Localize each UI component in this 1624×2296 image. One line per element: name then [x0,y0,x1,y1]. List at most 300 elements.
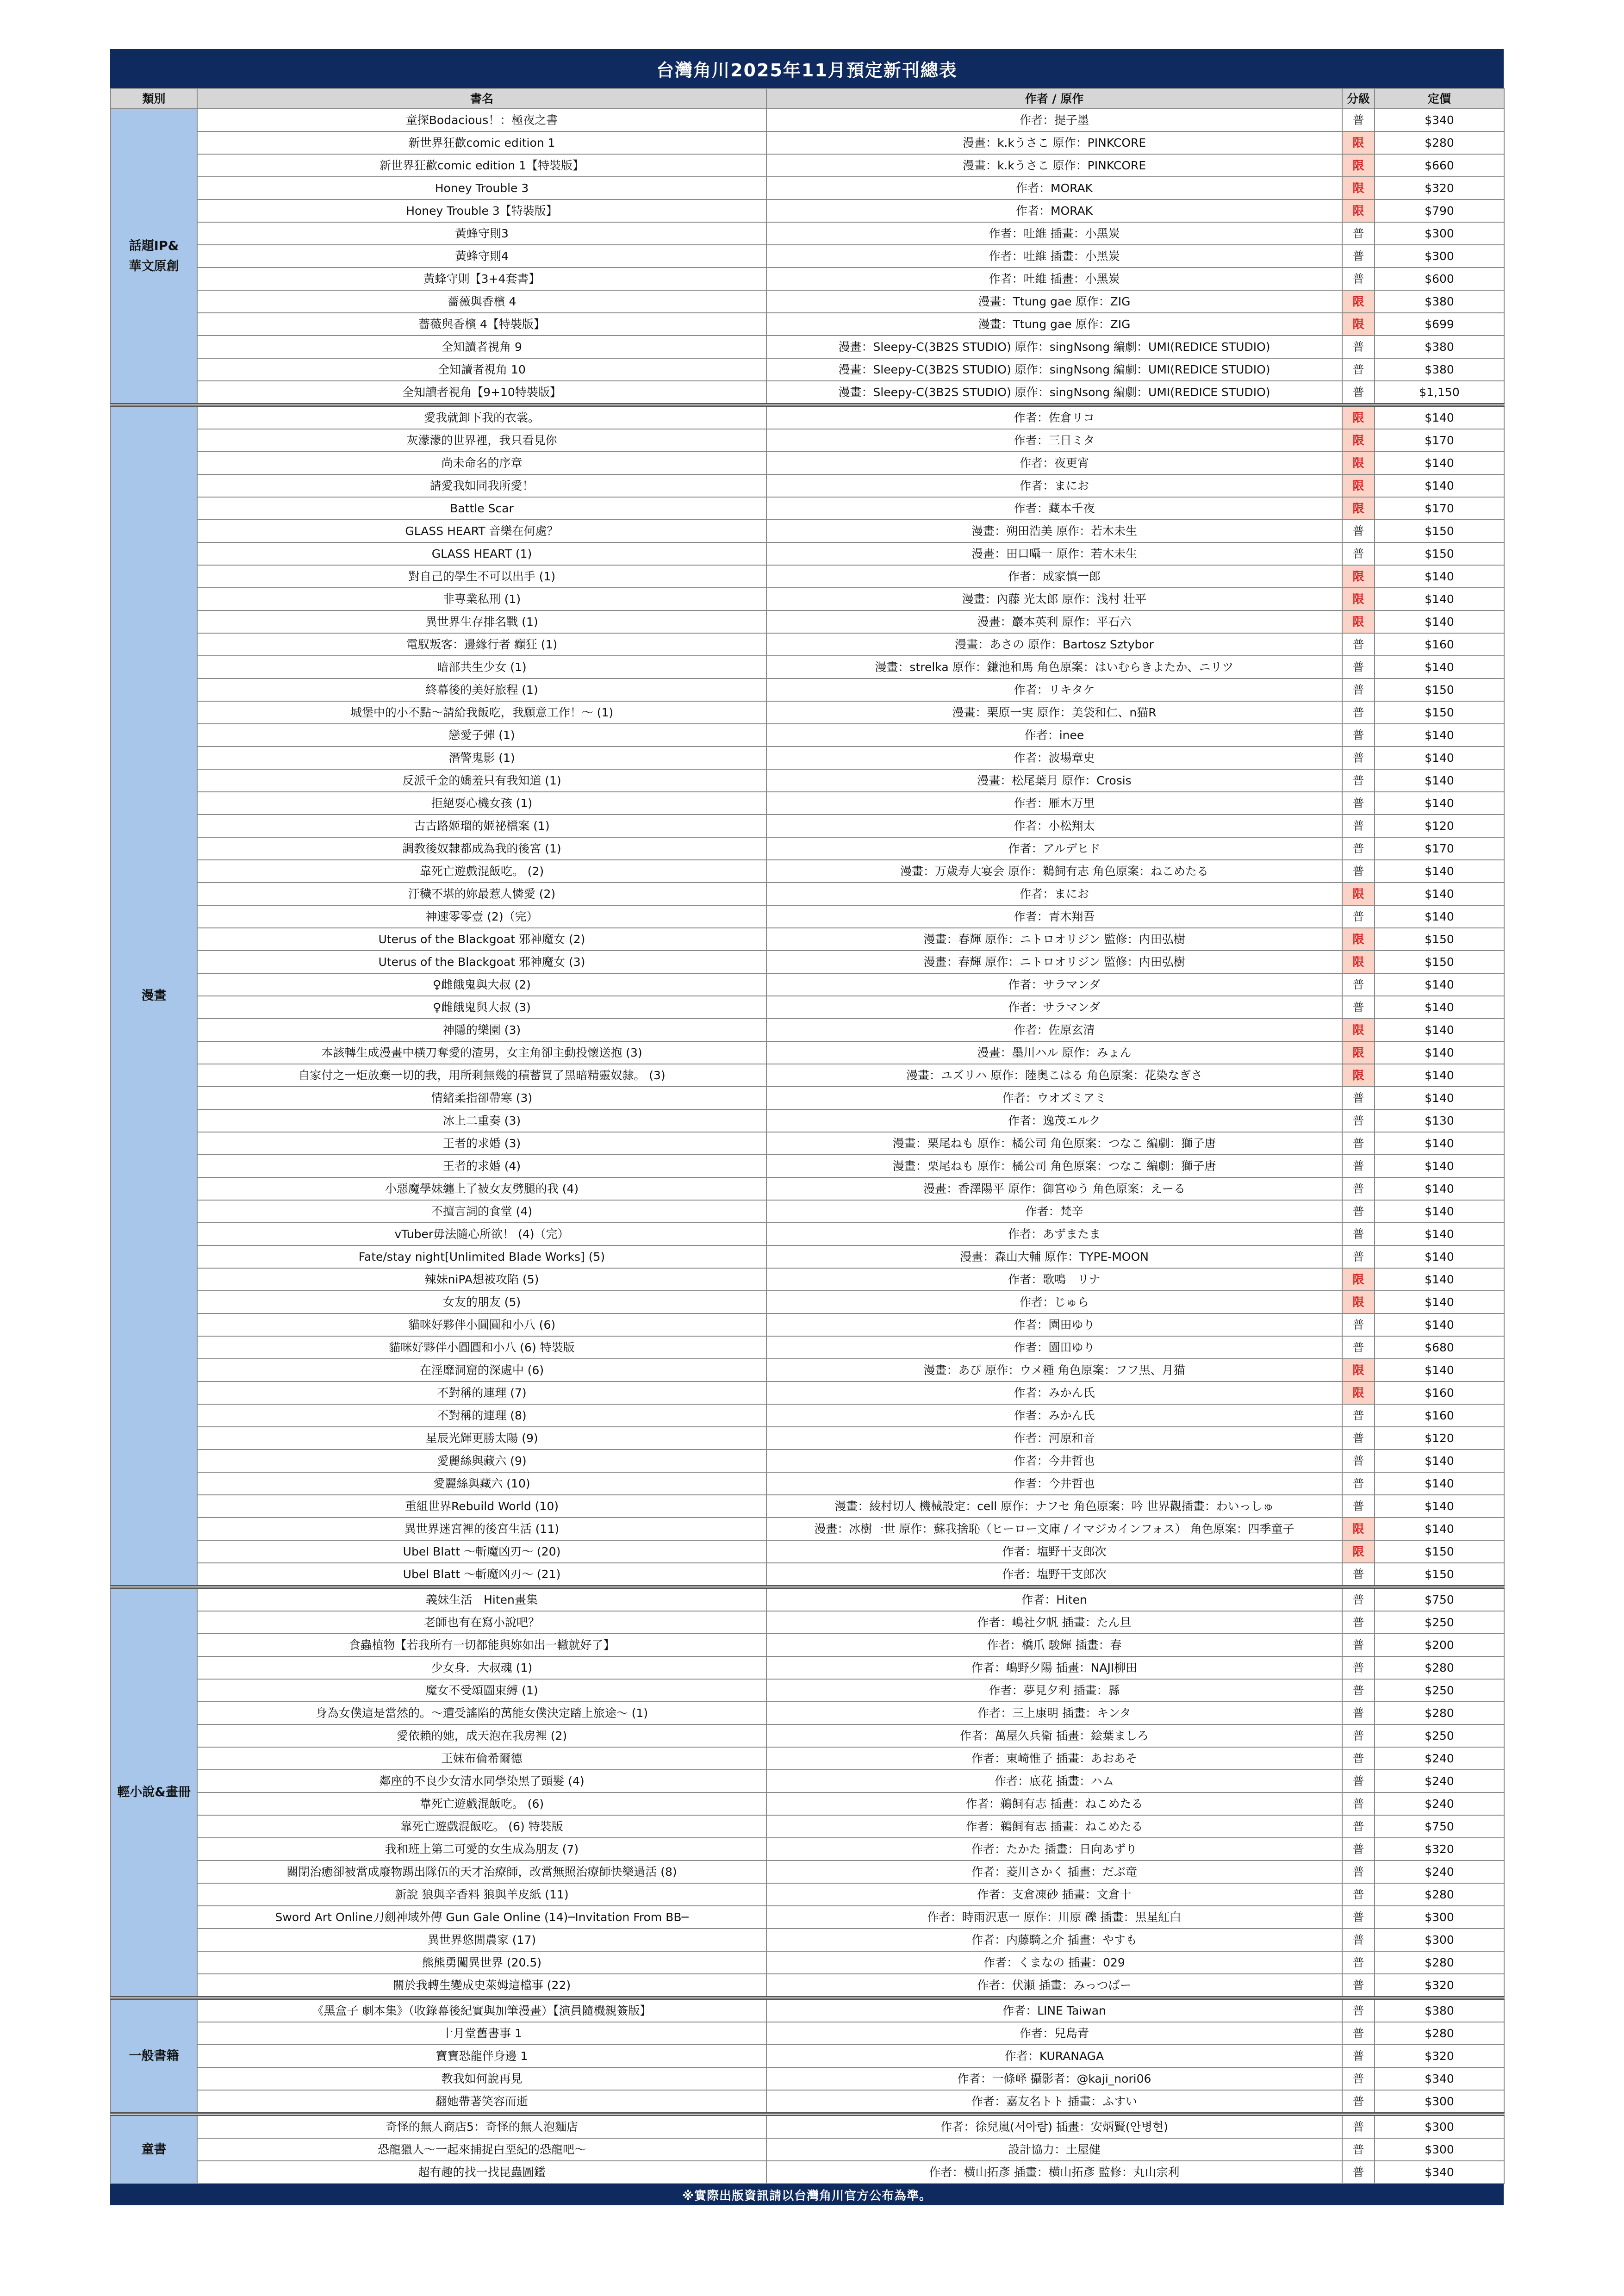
book-title-cell: 情緒柔指卻帶寒 (3) [197,1087,766,1109]
rating-cell: 普 [1342,1495,1375,1518]
author-cell: 作者：伏瀬 插畫：みっつばー [766,1974,1342,1998]
book-title-cell: 汙穢不堪的妳最惹人憐愛 (2) [197,883,766,905]
table-row [111,1155,1504,1177]
price-cell: $140 [1375,1223,1504,1245]
price-cell: $280 [1375,131,1504,154]
price-cell: $140 [1375,1518,1504,1540]
book-title-cell: 神速零零壹 (2)（完） [197,905,766,928]
rating-cell: 限 [1342,177,1375,199]
book-title-cell: 本該轉生成漫畫中橫刀奪愛的渣男，女主角卻主動投懷送抱 (3) [197,1041,766,1064]
author-cell: 作者：吐維 插畫：小黑炭 [766,245,1342,268]
price-cell: $250 [1375,1724,1504,1747]
rating-cell: 普 [1342,109,1375,131]
book-title-cell: 義妹生活 Hiten畫集 [197,1587,766,1611]
footer-note: ※實際出版資訊請以台灣角川官方公布為準。 [110,2184,1504,2205]
price-cell: $340 [1375,109,1504,131]
author-cell: 作者：時雨沢恵一 原作：川原 礫 插畫：黒星紅白 [766,1906,1342,1929]
table-row [111,1223,1504,1245]
book-title-cell: 薔薇與香檳 4【特裝版】 [197,313,766,336]
table-row [111,520,1504,542]
table-row [111,1563,1504,1587]
header-rating: 分級 [1342,88,1375,109]
price-cell: $280 [1375,1702,1504,1724]
table-row [111,1177,1504,1200]
book-title-cell: 貓咪好夥伴小圓圓和小八 (6) 特裝版 [197,1336,766,1359]
table-row [111,883,1504,905]
rating-cell: 普 [1342,1087,1375,1109]
price-cell: $300 [1375,2138,1504,2161]
book-title-cell: 異世界生存排名戰 (1) [197,610,766,633]
price-cell: $160 [1375,1404,1504,1427]
book-title-cell: 身為女僕這是當然的。～遭受謠陷的萬能女僕決定踏上旅途～ (1) [197,1702,766,1724]
book-title-cell: 黃蜂守則4 [197,245,766,268]
author-cell: 作者：アルデヒド [766,837,1342,860]
book-title-cell: 終幕後的美好旅程 (1) [197,678,766,701]
author-cell: 作者：鵜飼有志 插畫：ねこめたる [766,1815,1342,1838]
price-cell: $140 [1375,610,1504,633]
rating-cell: 普 [1342,678,1375,701]
rating-cell: 限 [1342,951,1375,973]
book-title-cell: Uterus of the Blackgoat 邪神魔女 (3) [197,951,766,973]
author-cell: 漫畫：冰樹一世 原作：蘇我捨恥（ヒーロー文庫 / イマジカインフォス） 角色原案：四季童子 [766,1518,1342,1540]
author-cell: 作者：底花 插畫：ハム [766,1770,1342,1792]
author-cell: 作者：まにお [766,883,1342,905]
table-row [111,1132,1504,1155]
table-row [111,1860,1504,1883]
rating-cell: 限 [1342,497,1375,520]
book-title-cell: Ubel Blatt ～斬魔凶刃～ (21) [197,1563,766,1587]
rating-cell: 普 [1342,1427,1375,1450]
price-cell: $140 [1375,1472,1504,1495]
author-cell: 作者：みかん氏 [766,1381,1342,1404]
rating-cell: 普 [1342,1770,1375,1792]
book-title-cell: 尚未命名的序章 [197,452,766,474]
category-cell: 漫畫 [111,405,197,1587]
author-cell: 作者：今井哲也 [766,1450,1342,1472]
author-cell: 漫畫：內藤 光太郎 原作：浅村 壮平 [766,588,1342,610]
table-row [111,405,1504,429]
book-title-cell: GLASS HEART (1) [197,542,766,565]
price-cell: $140 [1375,1155,1504,1177]
book-title-cell: 辣妹niPA想被攻陷 (5) [197,1268,766,1291]
author-cell: 作者：歌鳴 リナ [766,1268,1342,1291]
rating-cell: 普 [1342,1472,1375,1495]
price-cell: $250 [1375,1679,1504,1702]
price-cell: $140 [1375,1041,1504,1064]
rating-cell: 普 [1342,268,1375,290]
book-title-cell: 翻她帶著笑容而逝 [197,2090,766,2114]
table-row [111,2114,1504,2138]
book-title-cell: 十月堂舊書事 1 [197,2022,766,2045]
price-cell: $140 [1375,1291,1504,1313]
book-title-cell: 不對稱的連理 (7) [197,1381,766,1404]
rating-cell: 限 [1342,405,1375,429]
author-cell: 作者：あずまたま [766,1223,1342,1245]
table-row [111,973,1504,996]
price-cell: $200 [1375,1634,1504,1656]
table-row [111,951,1504,973]
rating-cell: 普 [1342,2045,1375,2067]
rating-cell: 限 [1342,429,1375,452]
author-cell: 作者：KURANAGA [766,2045,1342,2067]
rating-cell: 普 [1342,2161,1375,2184]
table-row [111,701,1504,724]
author-cell: 漫畫：k.kうさこ 原作：PINKCORE [766,131,1342,154]
rating-cell: 普 [1342,1906,1375,1929]
table-row [111,1951,1504,1974]
price-cell: $300 [1375,1929,1504,1951]
book-title-cell: 非專業私刑 (1) [197,588,766,610]
table-row [111,1041,1504,1064]
price-cell: $120 [1375,1427,1504,1450]
rating-cell: 限 [1342,1291,1375,1313]
price-cell: $140 [1375,1132,1504,1155]
price-cell: $150 [1375,701,1504,724]
table-row [111,1540,1504,1563]
rating-cell: 普 [1342,724,1375,747]
rating-cell: 普 [1342,1109,1375,1132]
author-cell: 作者：橋爪 駿輝 插畫：春 [766,1634,1342,1656]
author-cell: 作者：たかた 插畫：日向あずり [766,1838,1342,1860]
table-header-row [111,88,1504,109]
price-cell: $300 [1375,2090,1504,2114]
price-cell: $140 [1375,747,1504,769]
author-cell: 作者：河原和音 [766,1427,1342,1450]
book-title-cell: 古古路姬瑠的姬祕檔案 (1) [197,815,766,837]
table-row [111,1838,1504,1860]
price-cell: $150 [1375,1540,1504,1563]
price-cell: $140 [1375,1268,1504,1291]
author-cell: 漫畫：春輝 原作：ニトロオリジン 監修：内田弘樹 [766,951,1342,973]
rating-cell: 普 [1342,1200,1375,1223]
author-cell: 漫畫：春輝 原作：ニトロオリジン 監修：内田弘樹 [766,928,1342,951]
author-cell: 作者：三上康明 插畫：キンタ [766,1702,1342,1724]
rating-cell: 限 [1342,452,1375,474]
author-cell: 作者：萬屋久兵衛 插畫：絵葉ましろ [766,1724,1342,1747]
book-title-cell: 愛麗絲與藏六 (9) [197,1450,766,1472]
book-title-cell: Battle Scar [197,497,766,520]
new-release-table [110,88,1505,2184]
table-row [111,905,1504,928]
book-title-cell: 新世界狂歡comic edition 1【特裝版】 [197,154,766,177]
price-cell: $660 [1375,154,1504,177]
price-cell: $320 [1375,1974,1504,1998]
table-row [111,131,1504,154]
book-title-cell: 在淫靡洞窟的深處中 (6) [197,1359,766,1381]
table-row [111,610,1504,633]
price-cell: $680 [1375,1336,1504,1359]
author-cell: 作者：じゅら [766,1291,1342,1313]
rating-cell: 普 [1342,701,1375,724]
book-title-cell: 冰上二重奏 (3) [197,1109,766,1132]
author-cell: 漫畫：綾村切人 機械設定：cell 原作：ナフセ 角色原案：吟 世界觀插畫：わいっしゅ [766,1495,1342,1518]
price-cell: $130 [1375,1109,1504,1132]
table-row [111,245,1504,268]
price-cell: $170 [1375,497,1504,520]
rating-cell: 普 [1342,747,1375,769]
rating-cell: 普 [1342,520,1375,542]
author-cell: 作者：サラマンダ [766,973,1342,996]
price-cell: $140 [1375,1450,1504,1472]
price-cell: $150 [1375,542,1504,565]
rating-cell: 普 [1342,1815,1375,1838]
rating-cell: 普 [1342,1177,1375,1200]
table-row [111,1200,1504,1223]
table-row [111,1336,1504,1359]
author-cell: 作者：夜更宵 [766,452,1342,474]
rating-cell: 限 [1342,1359,1375,1381]
table-row [111,1702,1504,1724]
rating-cell: 限 [1342,1041,1375,1064]
author-cell: 漫畫：あさの 原作：Bartosz Sztybor [766,633,1342,656]
rating-cell: 普 [1342,1587,1375,1611]
book-title-cell: 全知讀者視角 9 [197,336,766,358]
table-row [111,1268,1504,1291]
author-cell: 作者：嶋野夕陽 插畫：NAJI柳田 [766,1656,1342,1679]
author-cell: 作者：今井哲也 [766,1472,1342,1495]
price-cell: $150 [1375,928,1504,951]
price-cell: $320 [1375,177,1504,199]
price-cell: $699 [1375,313,1504,336]
book-title-cell: Uterus of the Blackgoat 邪神魔女 (2) [197,928,766,951]
rating-cell: 普 [1342,815,1375,837]
price-cell: $140 [1375,1495,1504,1518]
author-cell: 漫畫：Sleepy-C(3B2S STUDIO) 原作：singNsong 編劇：UMI(REDICE STUDIO) [766,336,1342,358]
sheet-title: 台灣角川2025年11月預定新刊總表 [110,49,1504,88]
author-cell: 作者：吐維 插畫：小黑炭 [766,268,1342,290]
author-cell: 漫畫：森山大輔 原作：TYPE-MOON [766,1245,1342,1268]
table-row [111,2090,1504,2114]
price-cell: $320 [1375,1838,1504,1860]
author-cell: 作者：一條峄 攝影者：@kaji_nori06 [766,2067,1342,2090]
table-row [111,1404,1504,1427]
table-row [111,633,1504,656]
price-cell: $170 [1375,837,1504,860]
rating-cell: 普 [1342,2114,1375,2138]
rating-cell: 普 [1342,336,1375,358]
book-title-cell: Fate/stay night[Unlimited Blade Works] (5) [197,1245,766,1268]
table-row [111,358,1504,381]
price-cell: $240 [1375,1747,1504,1770]
rating-cell: 普 [1342,1860,1375,1883]
author-cell: 作者：佐倉リコ [766,405,1342,429]
table-row [111,1109,1504,1132]
price-cell: $340 [1375,2161,1504,2184]
rating-cell: 普 [1342,2090,1375,2114]
rating-cell: 普 [1342,1929,1375,1951]
table-row [111,1998,1504,2022]
rating-cell: 普 [1342,245,1375,268]
table-row [111,2067,1504,2090]
table-row [111,1427,1504,1450]
book-title-cell: 對自己的學生不可以出手 (1) [197,565,766,588]
book-title-cell: 愛我就卸下我的衣裳。 [197,405,766,429]
rating-cell: 普 [1342,1611,1375,1634]
book-title-cell: 寶寶恐龍伴身邊 1 [197,2045,766,2067]
table-row [111,1019,1504,1041]
table-row [111,678,1504,701]
table-row [111,1929,1504,1951]
rating-cell: 限 [1342,131,1375,154]
author-cell: 漫畫：墨川ハル 原作：みょん [766,1041,1342,1064]
book-title-cell: 愛依賴的她，成天泡在我房裡 (2) [197,1724,766,1747]
book-title-cell: 靠死亡遊戲混飯吃。 (2) [197,860,766,883]
author-cell: 作者：提子墨 [766,109,1342,131]
price-cell: $140 [1375,1245,1504,1268]
author-cell: 作者：MORAK [766,199,1342,222]
table-row [111,747,1504,769]
price-cell: $1,150 [1375,381,1504,405]
author-cell: 作者：菱川さかく 插畫：だぶ竜 [766,1860,1342,1883]
price-cell: $140 [1375,792,1504,815]
book-title-cell: 新世界狂歡comic edition 1 [197,131,766,154]
rating-cell: 普 [1342,358,1375,381]
price-cell: $240 [1375,1792,1504,1815]
book-title-cell: 全知讀者視角 10 [197,358,766,381]
category-cell: 一般書籍 [111,1998,197,2114]
table-row [111,1656,1504,1679]
price-cell: $790 [1375,199,1504,222]
book-title-cell: 電馭叛客：邊緣行者 癲狂 (1) [197,633,766,656]
table-row [111,815,1504,837]
book-title-cell: Honey Trouble 3【特裝版】 [197,199,766,222]
book-title-cell: 神隱的樂園 (3) [197,1019,766,1041]
book-title-cell: ♀雌餓鬼與大叔 (2) [197,973,766,996]
book-title-cell: 食蟲植物【若我所有一切都能與妳如出一轍就好了】 [197,1634,766,1656]
author-cell: 作者：小松翔太 [766,815,1342,837]
book-title-cell: 少女身．大叔魂 (1) [197,1656,766,1679]
author-cell: 作者：青木翔吾 [766,905,1342,928]
book-title-cell: 重組世界Rebuild World (10) [197,1495,766,1518]
author-cell: 作者：藏本千夜 [766,497,1342,520]
rating-cell: 普 [1342,1563,1375,1587]
rating-cell: 普 [1342,1656,1375,1679]
table-row [111,2138,1504,2161]
table-row [111,222,1504,245]
book-title-cell: Ubel Blatt ～斬魔凶刃～ (20) [197,1540,766,1563]
book-title-cell: 女友的朋友 (5) [197,1291,766,1313]
rating-cell: 普 [1342,1974,1375,1998]
header-price: 定價 [1375,88,1504,109]
rating-cell: 普 [1342,381,1375,405]
book-title-cell: 調教後奴隸都成為我的後宮 (1) [197,837,766,860]
author-cell: 漫畫：あぴ 原作：ウメ種 角色原案：フフ黒、月猫 [766,1359,1342,1381]
book-title-cell: 灰濛濛的世界裡，我只看見你 [197,429,766,452]
table-row [111,474,1504,497]
table-row [111,429,1504,452]
author-cell: 漫畫：ユズリハ 原作：陸奥こはる 角色原案：花染なぎさ [766,1064,1342,1087]
book-title-cell: 潛警鬼影 (1) [197,747,766,769]
price-cell: $280 [1375,2022,1504,2045]
book-title-cell: 貓咪好夥伴小圓圓和小八 (6) [197,1313,766,1336]
rating-cell: 普 [1342,1679,1375,1702]
book-title-cell: 靠死亡遊戲混飯吃。 (6) 特裝版 [197,1815,766,1838]
category-cell: 輕小說&畫冊 [111,1587,197,1998]
price-cell: $140 [1375,1200,1504,1223]
price-cell: $380 [1375,336,1504,358]
rating-cell: 普 [1342,1404,1375,1427]
table-row [111,724,1504,747]
book-title-cell: 恐龍獵人～一起來捕捉白堊紀的恐龍吧～ [197,2138,766,2161]
author-cell: 作者：兒島青 [766,2022,1342,2045]
author-cell: 作者：サラマンダ [766,996,1342,1019]
book-title-cell: Sword Art Online刀劍神域外傳 Gun Gale Online (14)─Invitation From BB─ [197,1906,766,1929]
rating-cell: 限 [1342,1381,1375,1404]
price-cell: $140 [1375,656,1504,678]
price-list-sheet [110,49,1504,2205]
price-cell: $150 [1375,520,1504,542]
price-cell: $340 [1375,2067,1504,2090]
book-title-cell: 愛麗絲與藏六 (10) [197,1472,766,1495]
table-row [111,1450,1504,1472]
book-title-cell: 奇怪的無人商店5：奇怪的無人泡麵店 [197,2114,766,2138]
author-cell: 作者：内藤騎之介 插畫：やすも [766,1929,1342,1951]
author-cell: 作者：塩野干支郎次 [766,1563,1342,1587]
book-title-cell: 超有趣的找一找昆蟲圖鑑 [197,2161,766,2184]
rating-cell: 普 [1342,1747,1375,1770]
author-cell: 作者：横山拓彥 插畫：横山拓彥 監修：丸山宗利 [766,2161,1342,2184]
rating-cell: 限 [1342,154,1375,177]
author-cell: 漫畫：Ttung gae 原作：ZIG [766,313,1342,336]
rating-cell: 普 [1342,222,1375,245]
author-cell: 漫畫：栗尾ねも 原作：橘公司 角色原案：つなこ 編劇：獅子唐 [766,1132,1342,1155]
rating-cell: 普 [1342,905,1375,928]
table-row [111,1472,1504,1495]
author-cell: 漫畫：松尾葉月 原作：Crosis [766,769,1342,792]
rating-cell: 普 [1342,1951,1375,1974]
book-title-cell: 反派千金的嬌羞只有我知道 (1) [197,769,766,792]
author-cell: 作者：inee [766,724,1342,747]
book-title-cell: 自家付之一炬放棄一切的我，用所剩無幾的積蓄買了黑暗精靈奴隸。 (3) [197,1064,766,1087]
table-row [111,769,1504,792]
price-cell: $240 [1375,1770,1504,1792]
author-cell: 漫畫：栗尾ねも 原作：橘公司 角色原案：つなこ 編劇：獅子唐 [766,1155,1342,1177]
author-cell: 作者：三日ミタ [766,429,1342,452]
table-row [111,996,1504,1019]
rating-cell: 普 [1342,1883,1375,1906]
book-title-cell: 黃蜂守則3 [197,222,766,245]
author-cell: 作者：佐原玄清 [766,1019,1342,1041]
price-cell: $750 [1375,1815,1504,1838]
price-cell: $140 [1375,973,1504,996]
price-cell: $380 [1375,1998,1504,2022]
price-cell: $140 [1375,1087,1504,1109]
author-cell: 作者：リキタケ [766,678,1342,701]
table-row [111,1087,1504,1109]
table-row [111,1792,1504,1815]
header-category: 類別 [111,88,197,109]
table-row [111,154,1504,177]
table-row [111,656,1504,678]
category-cell: 話題IP& 華文原創 [111,109,197,405]
author-cell: 作者：MORAK [766,177,1342,199]
table-row [111,1381,1504,1404]
rating-cell: 限 [1342,883,1375,905]
author-cell: 漫畫：香澤陽平 原作：御宮ゆう 角色原案：えーる [766,1177,1342,1200]
table-row [111,177,1504,199]
book-title-cell: 小惡魔學妹纏上了被女友劈腿的我 (4) [197,1177,766,1200]
table-row [111,1518,1504,1540]
table-row [111,1634,1504,1656]
rating-cell: 普 [1342,1792,1375,1815]
price-cell: $250 [1375,1611,1504,1634]
author-cell: 作者：東崎惟子 插畫：あおあそ [766,1747,1342,1770]
author-cell: 漫畫：Sleepy-C(3B2S STUDIO) 原作：singNsong 編劇：UMI(REDICE STUDIO) [766,381,1342,405]
rating-cell: 普 [1342,2067,1375,2090]
book-title-cell: 《黑盒子 劇本集》（收錄幕後紀實與加筆漫畫）【演員隨機親簽版】 [197,1998,766,2022]
author-cell: 作者：夢見夕利 插畫：縣 [766,1679,1342,1702]
price-cell: $140 [1375,405,1504,429]
